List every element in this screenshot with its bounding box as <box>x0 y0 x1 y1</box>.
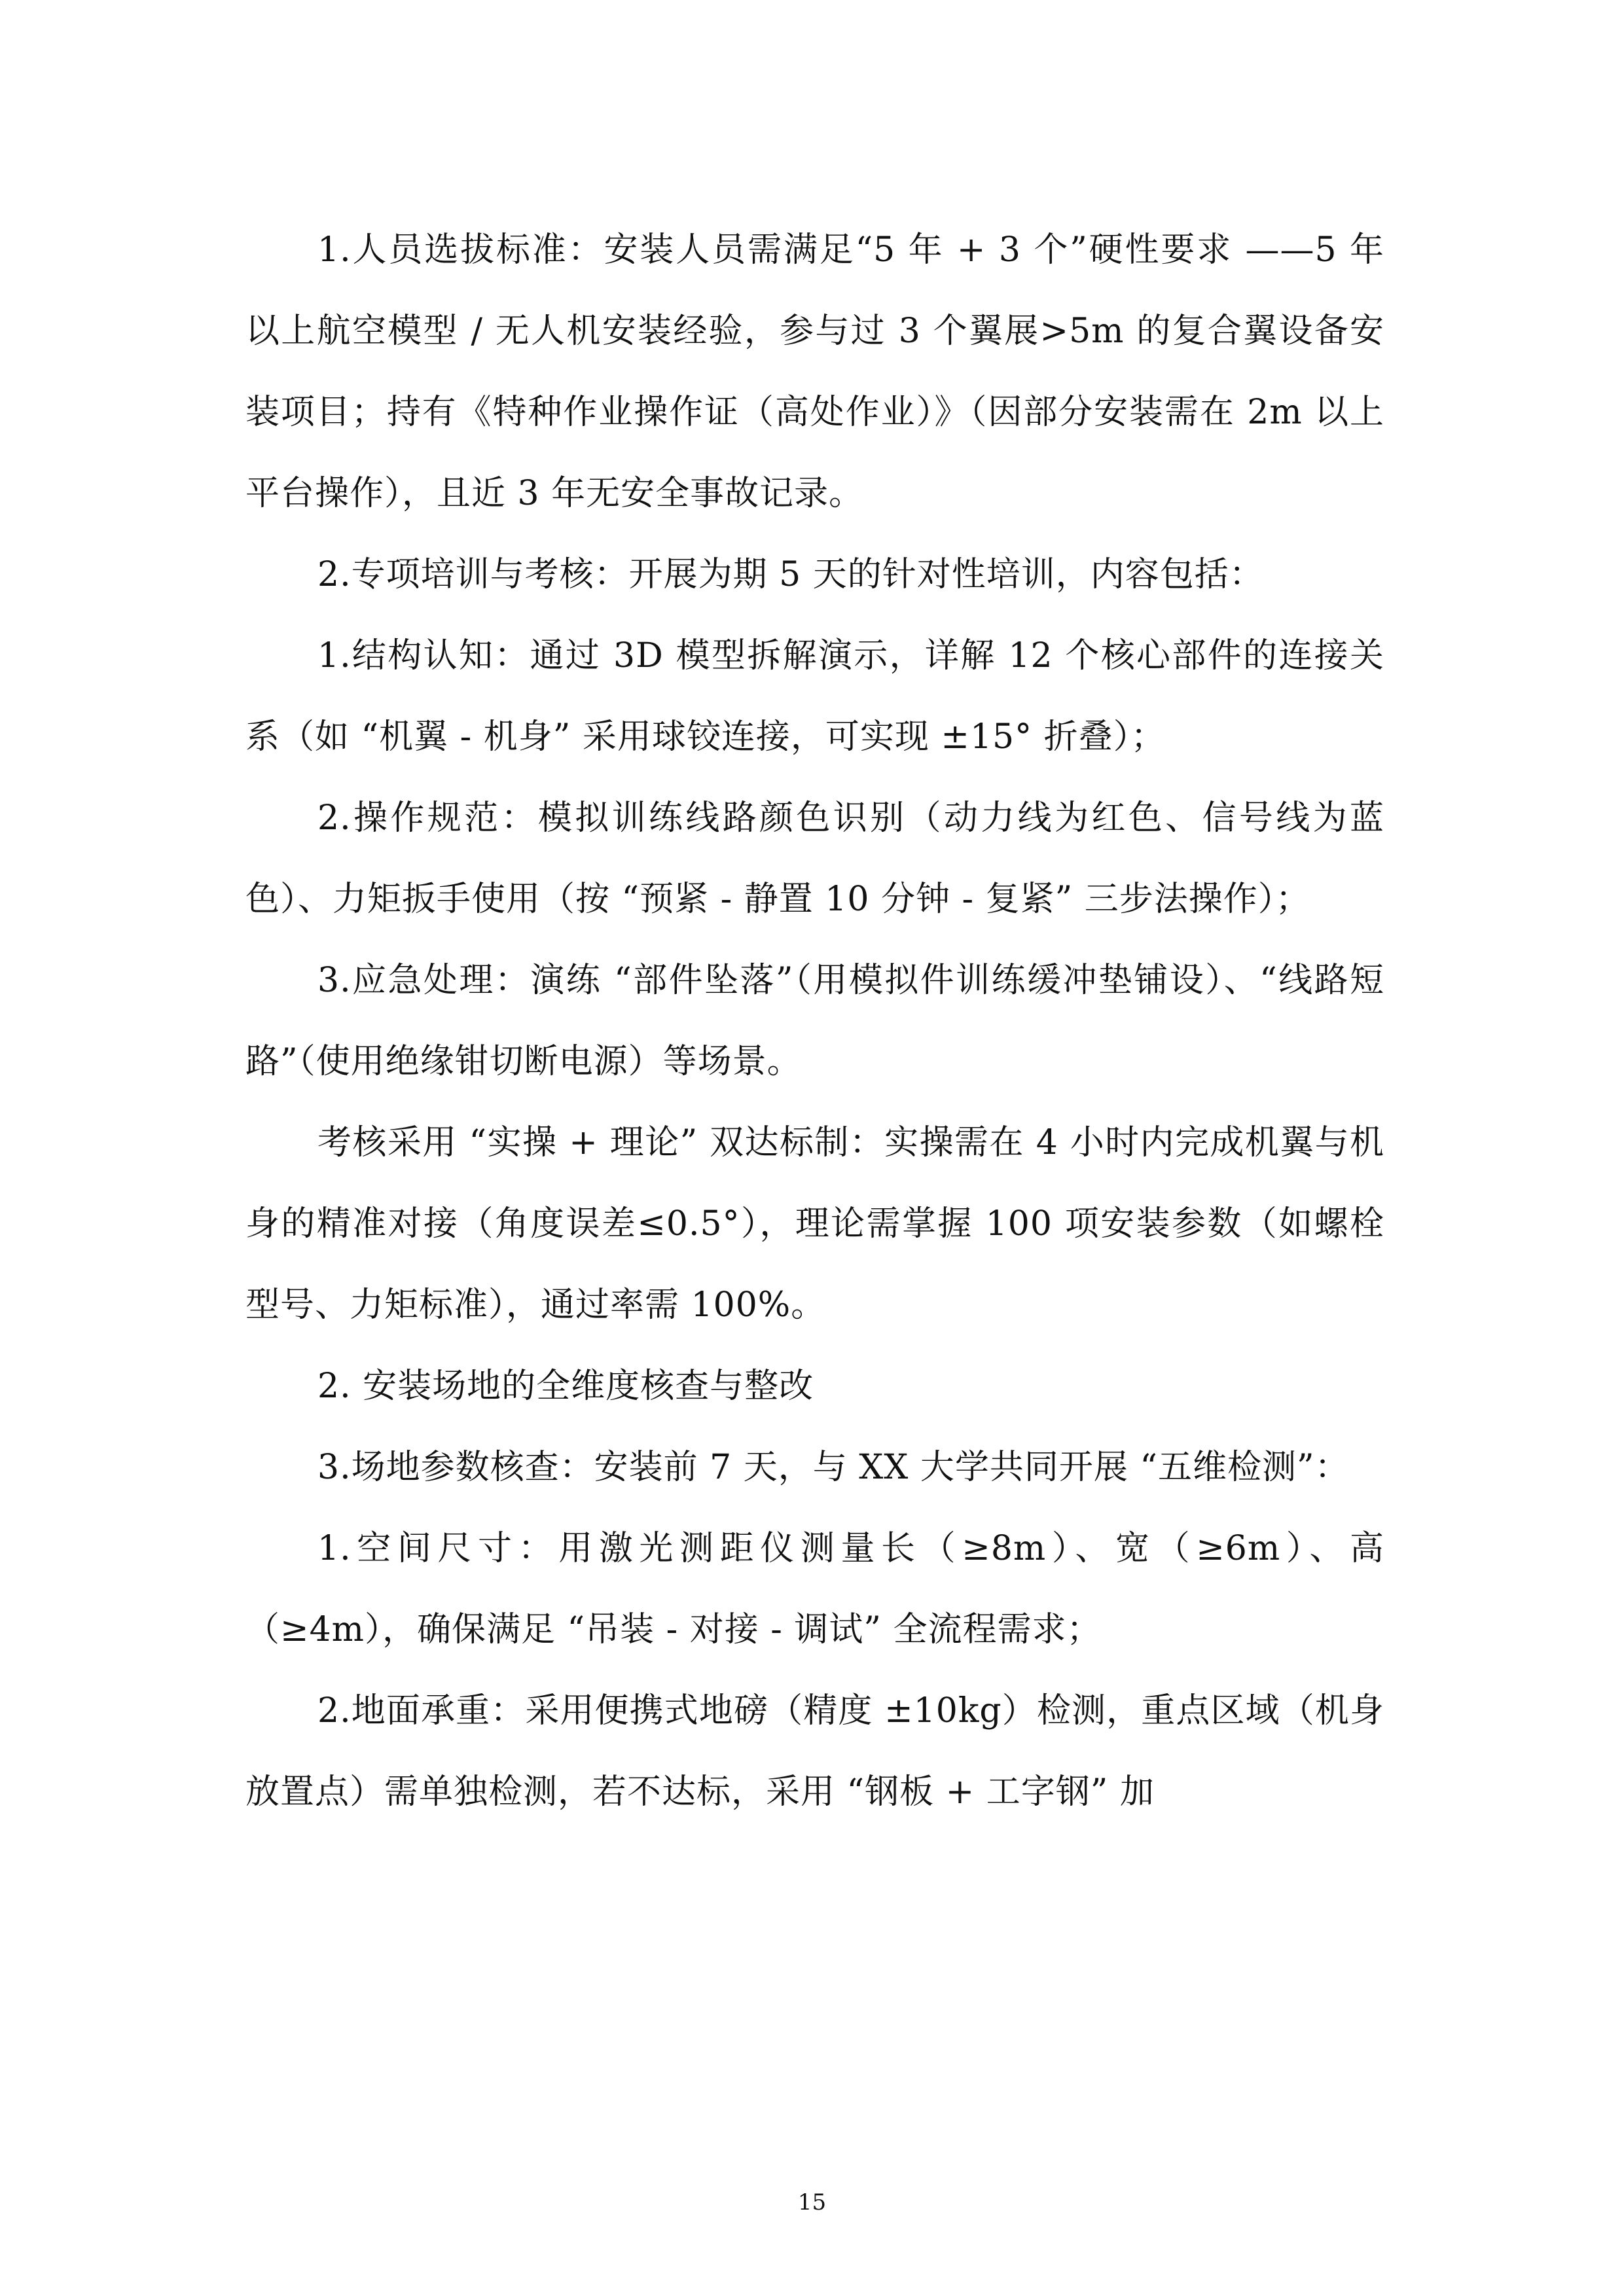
paragraph-assessment: 考核采用 “实操 + 理论” 双达标制：实操需在 4 小时内完成机翼与机身的精准对接（角度误差≤0.5°），理论需掌握 100 项安装参数（如螺栓型号、力矩标准），通过率需 100%。 <box>245 1123 1384 1325</box>
paragraph-personnel-selection: 1.人员选拔标准：安装人员需满足“5 年 + 3 个”硬性要求 ——5 年以上航空模型 / 无人机安装经验，参与过 3 个翼展>5m 的复合翼设备安装项目；持有《特种作业操作证（高处作业）》（因部分安装需在 2m 以上平台操作），且近 3 年无安全事故记录。 <box>245 230 1384 513</box>
paragraph-space-dimensions: 1.空间尺寸：用激光测距仪测量长（≥8m）、宽（≥6m）、高（≥4m），确保满足 “吊装 - 对接 - 调试” 全流程需求； <box>245 1529 1384 1649</box>
paragraph-ground-load: 2.地面承重：采用便携式地磅（精度 ±10kg）检测，重点区域（机身放置点）需单独检测，若不达标，采用 “钢板 + 工字钢” 加 <box>245 1691 1384 1812</box>
paragraph-operation-norms: 2.操作规范：模拟训练线路颜色识别（动力线为红色、信号线为蓝色）、力矩扳手使用（按 “预紧 - 静置 10 分钟 - 复紧” 三步法操作）； <box>245 798 1384 919</box>
page-number: 15 <box>797 2189 827 2215</box>
paragraph-structure-cognition: 1.结构认知：通过 3D 模型拆解演示，详解 12 个核心部件的连接关系（如 “机翼 - 机身” 采用球铰连接，可实现 ±15° 折叠）； <box>245 636 1384 757</box>
paragraph-emergency-handling: 3.应急处理：演练 “部件坠落”（用模拟件训练缓冲垫铺设）、“线路短路”（使用绝缘钳切断电源）等场景。 <box>245 961 1384 1081</box>
paragraph-special-training: 2.专项培训与考核：开展为期 5 天的针对性培训，内容包括： <box>317 555 1264 594</box>
paragraph-site-parameters: 3.场地参数核查：安装前 7 天，与 XX 大学共同开展 “五维检测”： <box>317 1448 1350 1487</box>
body-text <box>245 209 1384 1833</box>
section-heading-site-inspection: 2. 安装场地的全维度核查与整改 <box>317 1367 814 1406</box>
